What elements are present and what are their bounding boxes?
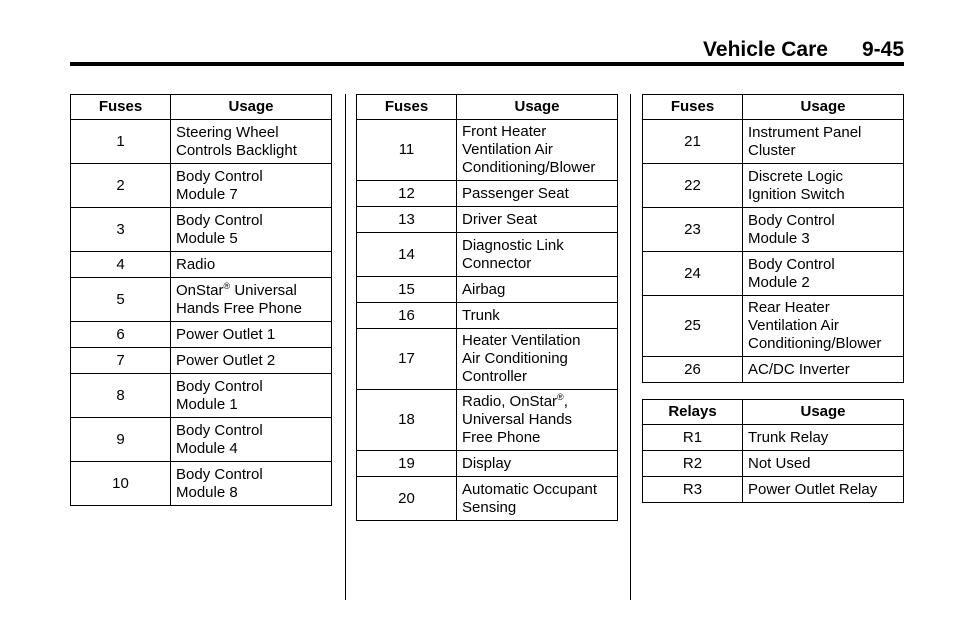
- usage-line: Automatic Occupant: [462, 480, 598, 498]
- usage-cell: [171, 348, 332, 374]
- fuse-number: 11: [357, 120, 457, 181]
- usage-line: Module 5: [176, 229, 238, 247]
- usage-cell: [457, 233, 618, 277]
- column-header-usage: Usage: [743, 400, 904, 425]
- usage-cell: [171, 252, 332, 278]
- usage-cell: [743, 477, 904, 503]
- fuse-number: 7: [71, 348, 171, 374]
- usage-line: Body Control: [176, 465, 263, 483]
- fuse-number: 8: [71, 374, 171, 418]
- usage-cell: [743, 120, 904, 164]
- usage-line: Radio, OnStar®,: [462, 392, 568, 410]
- fuse-number: 25: [643, 296, 743, 357]
- usage-line: Cluster: [748, 141, 796, 159]
- fuse-number: 2: [71, 164, 171, 208]
- usage-cell: [743, 164, 904, 208]
- usage-line: Air Conditioning: [462, 350, 568, 367]
- usage-line: Rear Heater: [748, 299, 830, 316]
- usage-line: Driver Seat: [462, 210, 538, 228]
- table-row: [357, 120, 618, 181]
- table-row: [357, 390, 618, 451]
- header-rule: [70, 62, 904, 66]
- usage-line: Power Outlet 1: [176, 325, 276, 343]
- table-row: [643, 296, 904, 357]
- usage-line: Controls Backlight: [176, 141, 297, 159]
- table-row: [71, 322, 332, 348]
- usage-cell: [457, 451, 618, 477]
- usage-line: Module 4: [176, 439, 238, 457]
- usage-line: Front Heater: [462, 123, 547, 140]
- usage-line: Discrete Logic: [748, 167, 844, 185]
- table-row: [357, 329, 618, 390]
- column-divider: [345, 94, 346, 600]
- relay-table: [642, 399, 904, 503]
- table-row: [643, 164, 904, 208]
- fuse-number: 21: [643, 120, 743, 164]
- table-row: [357, 477, 618, 521]
- fuse-table-2: [356, 94, 618, 521]
- table-row: [71, 418, 332, 462]
- column-header-usage: Usage: [457, 95, 618, 120]
- table-row: [357, 233, 618, 277]
- usage-cell: [171, 322, 332, 348]
- table-row: [357, 277, 618, 303]
- usage-cell: [457, 277, 618, 303]
- usage-cell: [743, 208, 904, 252]
- usage-line: Body Control: [176, 211, 263, 229]
- table-row: [643, 120, 904, 164]
- header-row: [357, 95, 618, 120]
- column-header-number: Fuses: [643, 95, 743, 120]
- usage-line: Passenger Seat: [462, 184, 569, 202]
- usage-line: Body Control: [176, 377, 263, 395]
- usage-line: Controller: [462, 368, 528, 385]
- column-header-number: Fuses: [71, 95, 171, 120]
- usage-line: Conditioning/Blower: [748, 335, 882, 352]
- usage-line: Module 7: [176, 185, 238, 203]
- fuse-number: 18: [357, 390, 457, 451]
- usage-line: Ventilation Air: [748, 317, 839, 334]
- usage-line: Body Control: [748, 255, 835, 273]
- header-row: [643, 95, 904, 120]
- relay-number: R3: [643, 477, 743, 503]
- table-row: [357, 303, 618, 329]
- usage-cell: [457, 329, 618, 390]
- table-row: [71, 252, 332, 278]
- fuse-number: 23: [643, 208, 743, 252]
- table-row: [357, 207, 618, 233]
- usage-line: Module 3: [748, 229, 810, 247]
- usage-cell: [457, 181, 618, 207]
- usage-line: Ignition Switch: [748, 185, 845, 203]
- table-row: [643, 425, 904, 451]
- fuse-number: 20: [357, 477, 457, 521]
- usage-line: Free Phone: [462, 429, 541, 446]
- fuse-number: 22: [643, 164, 743, 208]
- usage-line: Power Outlet 2: [176, 351, 276, 369]
- usage-cell: [743, 296, 904, 357]
- usage-cell: [457, 303, 618, 329]
- table-row: [643, 252, 904, 296]
- usage-line: Sensing: [462, 498, 517, 516]
- table-row: [643, 357, 904, 383]
- fuse-number: 10: [71, 462, 171, 506]
- table-row: [643, 208, 904, 252]
- fuse-number: 14: [357, 233, 457, 277]
- usage-line: Steering Wheel: [176, 123, 279, 141]
- fuse-number: 15: [357, 277, 457, 303]
- usage-line: Conditioning/Blower: [462, 159, 596, 176]
- table-row: [71, 348, 332, 374]
- fuse-number: 6: [71, 322, 171, 348]
- column-header-usage: Usage: [743, 95, 904, 120]
- usage-line: Body Control: [176, 421, 263, 439]
- fuse-table-3: [642, 94, 904, 383]
- usage-cell: [457, 390, 618, 451]
- header-row: [643, 400, 904, 425]
- table-row: [71, 208, 332, 252]
- fuse-number: 9: [71, 418, 171, 462]
- usage-line: Connector: [462, 254, 532, 272]
- usage-line: Module 1: [176, 395, 238, 413]
- usage-cell: [171, 462, 332, 506]
- usage-line: Module 2: [748, 273, 810, 291]
- fuse-number: 19: [357, 451, 457, 477]
- usage-line: Universal Hands: [462, 411, 573, 428]
- fuse-number: 13: [357, 207, 457, 233]
- fuse-number: 12: [357, 181, 457, 207]
- usage-cell: [743, 451, 904, 477]
- page-number: 9-45: [861, 38, 904, 61]
- usage-cell: [743, 252, 904, 296]
- usage-cell: [457, 207, 618, 233]
- relay-number: R1: [643, 425, 743, 451]
- fuse-number: 24: [643, 252, 743, 296]
- usage-line: Trunk Relay: [748, 428, 829, 446]
- usage-line: Diagnostic Link: [462, 236, 564, 254]
- usage-cell: [457, 120, 618, 181]
- table-row: [71, 164, 332, 208]
- fuse-number: 4: [71, 252, 171, 278]
- usage-cell: [457, 477, 618, 521]
- usage-cell: [171, 418, 332, 462]
- page-header: [703, 38, 904, 62]
- header-row: [71, 95, 332, 120]
- usage-cell: [171, 374, 332, 418]
- table-row: [357, 181, 618, 207]
- fuse-number: 17: [357, 329, 457, 390]
- fuse-number: 1: [71, 120, 171, 164]
- usage-cell: [171, 208, 332, 252]
- usage-line: Trunk: [462, 306, 500, 324]
- fuse-number: 16: [357, 303, 457, 329]
- usage-cell: [171, 120, 332, 164]
- usage-line: OnStar® Universal: [176, 280, 297, 299]
- usage-line: Body Control: [748, 211, 835, 229]
- usage-line: Airbag: [462, 280, 506, 298]
- relay-number: R2: [643, 451, 743, 477]
- column-header-number: Relays: [643, 400, 743, 425]
- column-header-usage: Usage: [171, 95, 332, 120]
- fuse-table-1: [70, 94, 332, 506]
- column-divider: [630, 94, 631, 600]
- fuse-number: 26: [643, 357, 743, 383]
- usage-line: AC/DC Inverter: [748, 360, 850, 378]
- usage-line: Radio: [176, 255, 216, 273]
- usage-line: Display: [462, 454, 512, 472]
- usage-line: Power Outlet Relay: [748, 480, 878, 498]
- usage-cell: [171, 278, 332, 322]
- usage-line: Instrument Panel: [748, 123, 862, 141]
- usage-cell: [743, 357, 904, 383]
- table-row: [71, 278, 332, 322]
- column-header-number: Fuses: [357, 95, 457, 120]
- usage-cell: [171, 164, 332, 208]
- usage-cell: [743, 425, 904, 451]
- table-row: [643, 451, 904, 477]
- usage-line: Hands Free Phone: [176, 299, 302, 317]
- usage-line: Ventilation Air: [462, 141, 553, 158]
- section-title: Vehicle Care: [703, 38, 828, 61]
- table-row: [71, 374, 332, 418]
- table-row: [71, 120, 332, 164]
- usage-line: Not Used: [748, 454, 811, 472]
- fuse-number: 3: [71, 208, 171, 252]
- usage-line: Body Control: [176, 167, 263, 185]
- fuse-number: 5: [71, 278, 171, 322]
- table-row: [71, 462, 332, 506]
- usage-line: Heater Ventilation: [462, 332, 581, 349]
- usage-line: Module 8: [176, 483, 238, 501]
- table-row: [357, 451, 618, 477]
- table-row: [643, 477, 904, 503]
